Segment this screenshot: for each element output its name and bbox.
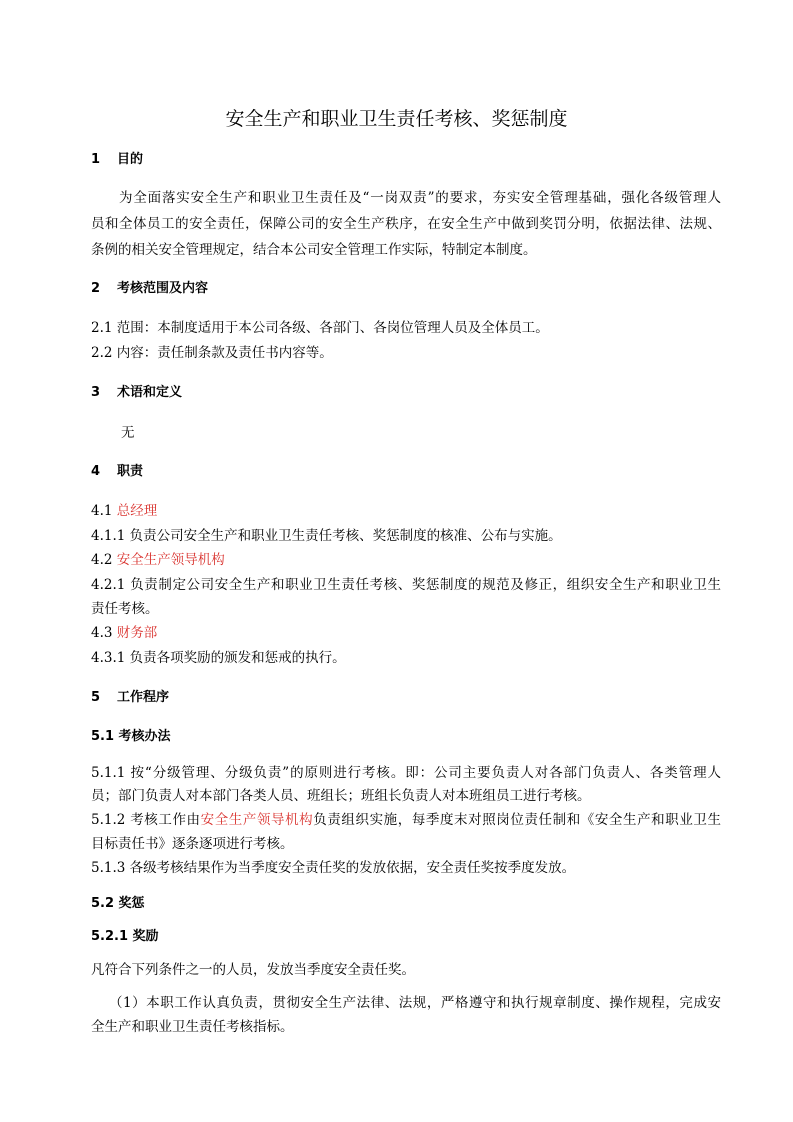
section-4-heading	[91, 462, 143, 482]
paragraph-line: 为全面落实安全生产和职业卫生责任及“一岗双责”的要求，夯实安全管理基础，强化各级管理人	[119, 190, 721, 206]
section-title: 工作程序	[117, 690, 170, 705]
clause-line: 责任考核。	[91, 601, 159, 617]
list-item-line: 全生产和职业卫生责任考核指标。	[91, 1019, 294, 1035]
clause-line: 凡符合下列条件之一的人员，发放当季度安全责任奖。	[91, 962, 415, 978]
role-name: 安全生产领导机构	[116, 552, 225, 568]
subsection-heading: 5.1 考核办法	[91, 729, 171, 744]
clause-line	[91, 810, 721, 830]
section-1-heading	[91, 150, 143, 170]
role-name: 财务部	[116, 625, 158, 641]
section-title: 职责	[117, 464, 144, 479]
clause-line: 员；部门负责人对本部门各类人员、班组长；班组长负责人对本班组员工进行考核。	[91, 788, 591, 804]
section-number: 4	[91, 464, 101, 479]
paragraph-line: 条例的相关安全管理规定，结合本公司安全管理工作实际，特制定本制度。	[91, 242, 537, 258]
section-body: 无	[121, 425, 135, 441]
role-heading-finance	[91, 623, 721, 643]
clause-number: 4.2	[91, 552, 117, 568]
document-title: 安全生产和职业卫生责任考核、奖惩制度	[225, 108, 568, 130]
section-2-heading	[91, 279, 208, 299]
role-heading-general-manager	[91, 501, 721, 521]
clause-number: 4.3	[91, 625, 117, 641]
clause-line: 4.1.1 负责公司安全生产和职业卫生责任考核、奖惩制度的核准、公布与实施。	[91, 528, 562, 544]
section-number: 2	[91, 281, 101, 296]
section-title: 术语和定义	[117, 385, 183, 400]
role-name: 总经理	[116, 503, 158, 519]
clause-line: 目标责任书》逐条逐项进行考核。	[91, 836, 294, 852]
role-name: 安全生产领导机构	[200, 812, 314, 828]
section-3-heading	[91, 383, 182, 403]
clause-number: 4.1	[91, 503, 117, 519]
clause-text: 负责组织实施，每季度末对照岗位责任制和《安全生产和职业卫生	[313, 812, 721, 828]
section-number: 1	[91, 152, 101, 167]
section-title: 考核范围及内容	[117, 281, 209, 296]
clause-text: 5.1.2 考核工作由	[91, 812, 201, 828]
clause-line: 4.2.1 负责制定公司安全生产和职业卫生责任考核、奖惩制度的规范及修正，组织安全生产和职业卫生	[91, 577, 721, 593]
role-heading-safety-committee	[91, 550, 721, 570]
section-5-heading	[91, 688, 169, 708]
clause-line: 5.1.3 各级考核结果作为当季度安全责任奖的发放依据，安全责任奖按季度发放。	[91, 860, 576, 876]
clause-line: 4.3.1 负责各项奖励的颁发和惩戒的执行。	[91, 650, 346, 666]
clause-line: 2.1 范围：本制度适用于本公司各级、各部门、各岗位管理人员及全体员工。	[91, 320, 549, 336]
subsection-heading: 5.2.1 奖励	[91, 929, 159, 944]
paragraph-line: 员和全体员工的安全责任，保障公司的安全生产秩序，在安全生产中做到奖罚分明，依据法律、法规、	[91, 216, 721, 232]
section-title: 目的	[117, 152, 144, 167]
clause-line: 2.2 内容：责任制条款及责任书内容等。	[91, 345, 333, 361]
list-item-line: （1）本职工作认真负责，贯彻安全生产法律、法规，严格遵守和执行规章制度、操作规程，完成安	[109, 995, 721, 1011]
section-number: 3	[91, 385, 101, 400]
subsection-heading: 5.2 奖惩	[91, 896, 145, 911]
clause-line: 5.1.1 按“分级管理、分级负责”的原则进行考核。即：公司主要负责人对各部门负责人、各类管理人	[91, 765, 721, 781]
section-number: 5	[91, 690, 101, 705]
